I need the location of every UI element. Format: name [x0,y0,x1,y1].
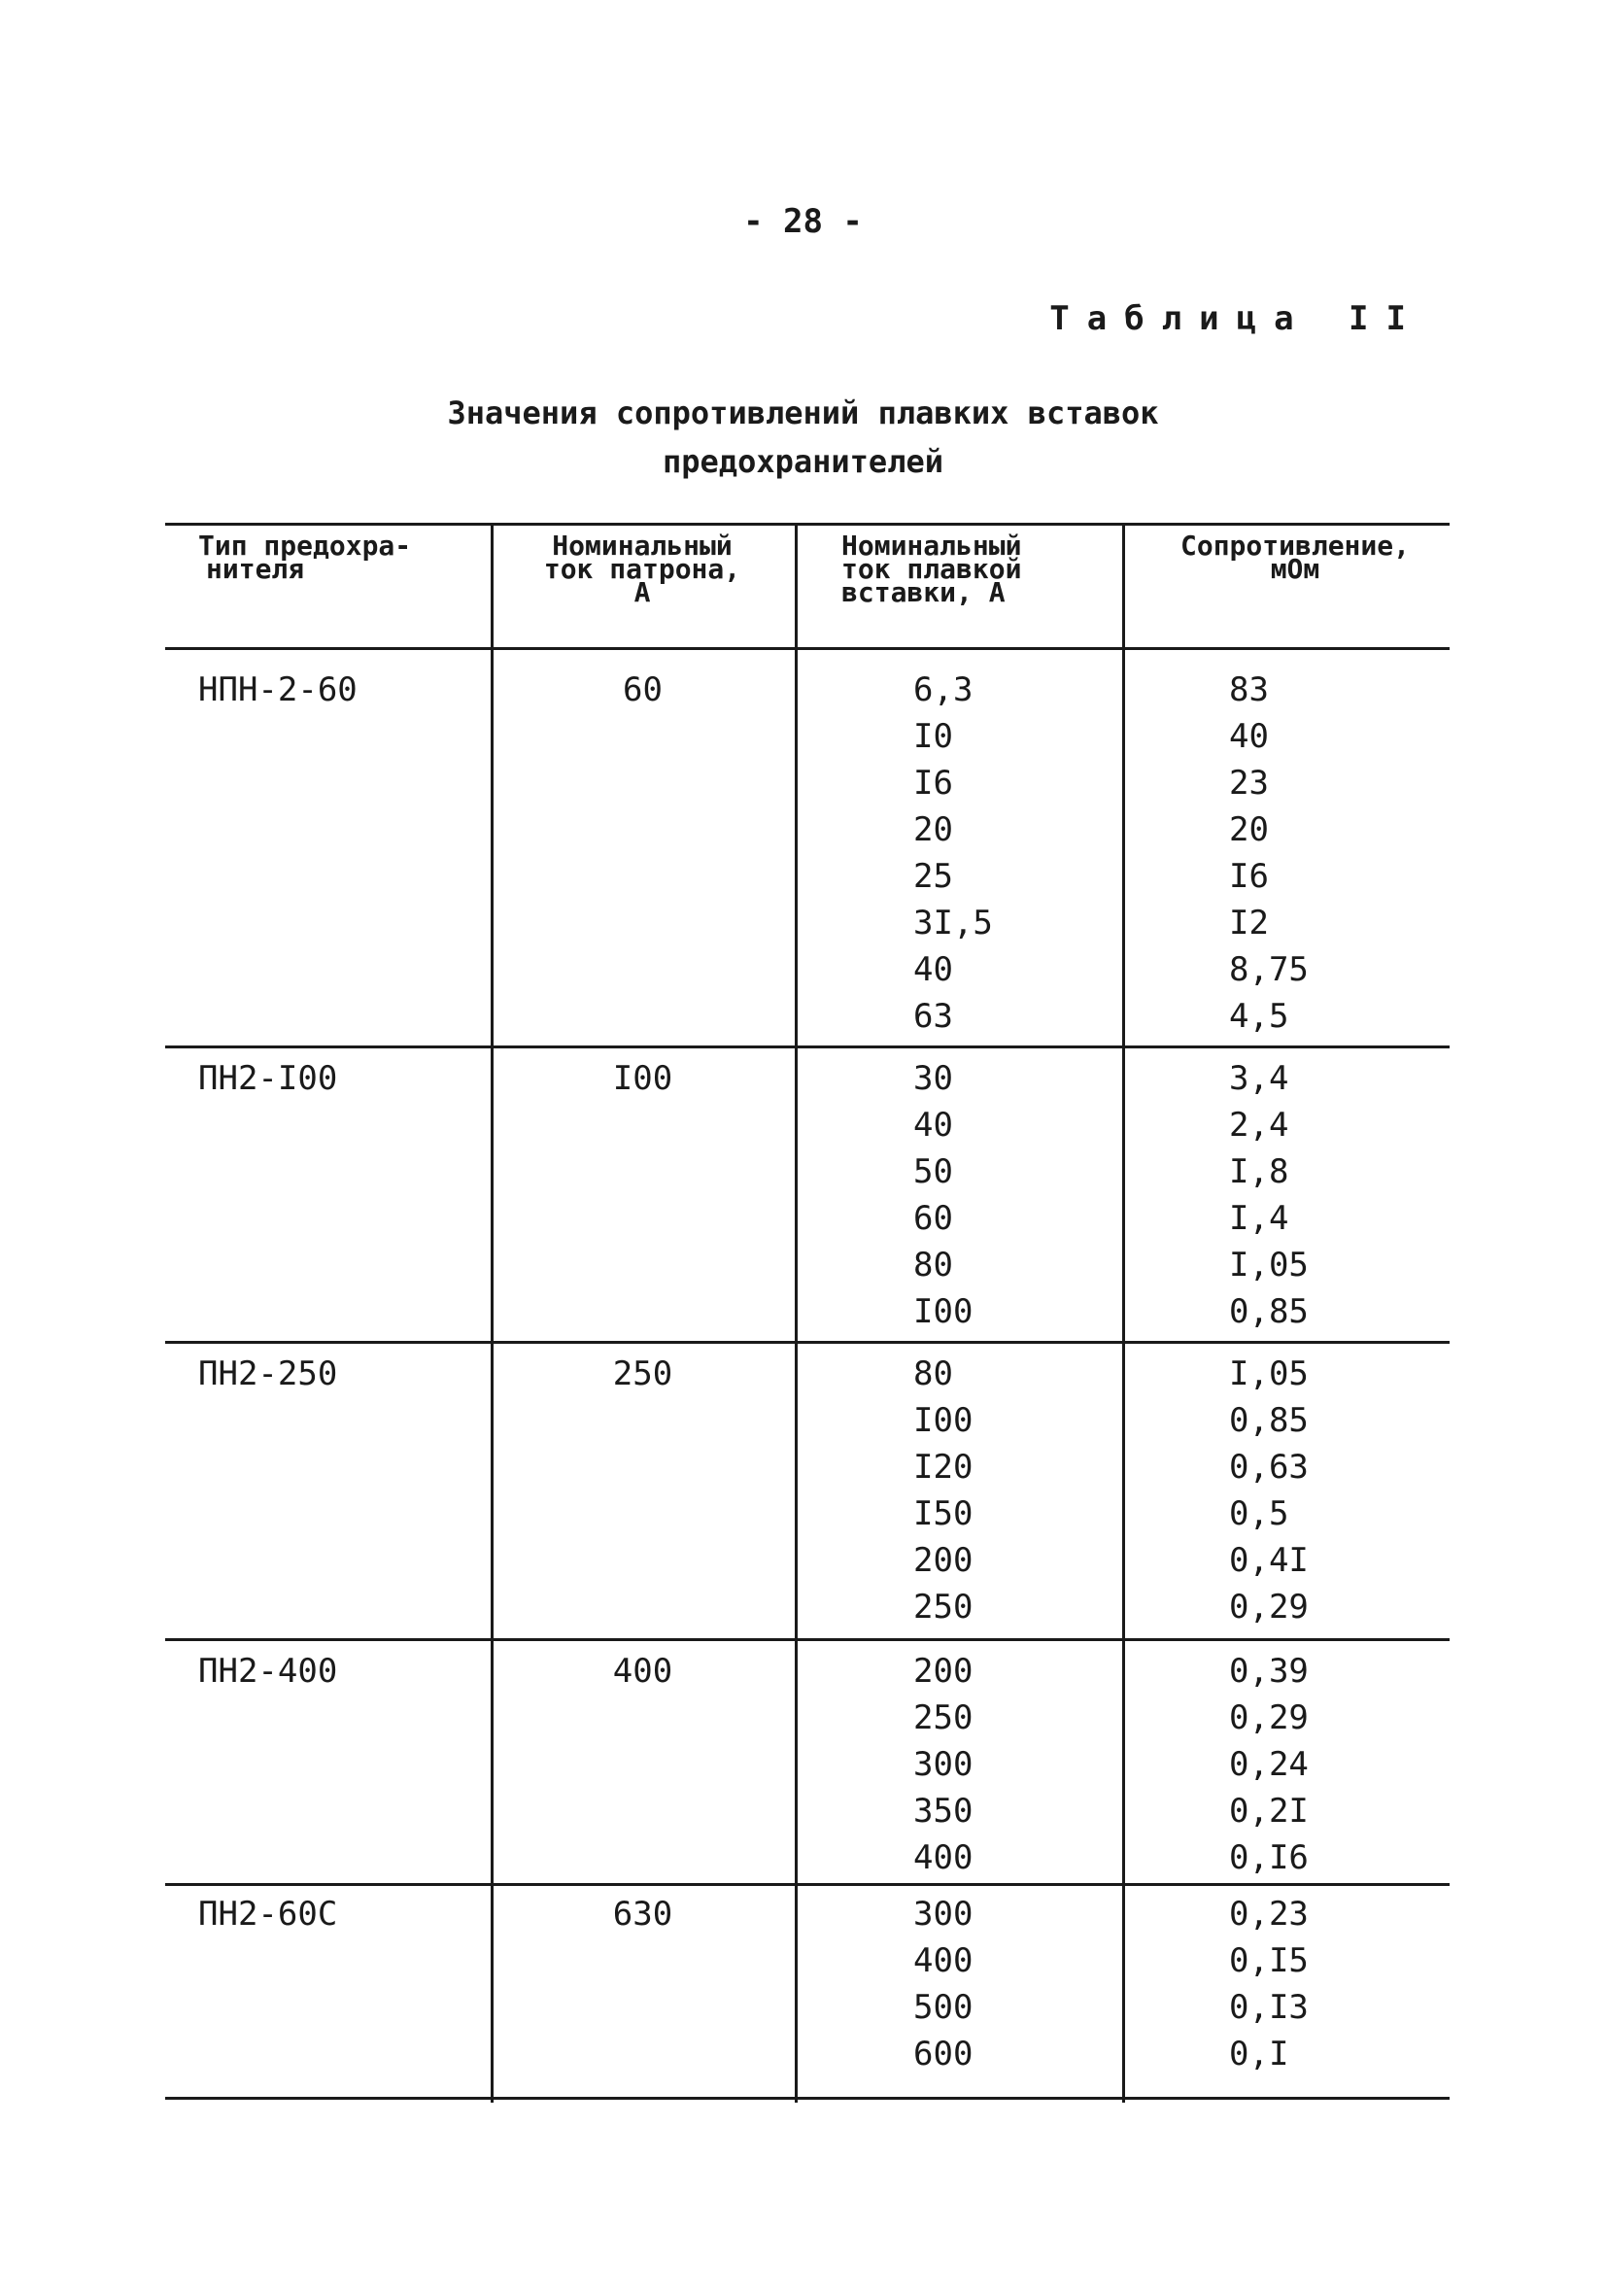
fuse-type: ПН2-I00 [198,1059,338,1098]
cartridge-current: I00 [612,1059,673,1098]
fuse-type: ПН2-400 [198,1652,338,1691]
header-insert-current: Номинальный ток плавкой вставки, А [841,530,1022,608]
resistances: 0,23 0,I5 0,I3 0,I [1229,1895,1309,2073]
resistances: 0,39 0,29 0,24 0,2I 0,I6 [1229,1652,1309,1877]
resistances: 83 40 23 20 I6 I2 8,75 4,5 [1229,670,1309,1036]
insert-currents: 80 I00 I20 I50 200 250 [913,1354,974,1627]
header-resistance: Сопротивление, мОм [1179,530,1410,585]
header-fuse-type: Тип предохра- нителя [198,530,412,585]
insert-currents: 200 250 300 350 400 [913,1652,974,1877]
insert-currents: 6,3 I0 I6 20 25 3I,5 40 63 [913,670,993,1036]
caption-line: предохранителей [663,443,943,480]
table-caption [0,389,1606,486]
group-divider [165,1638,1450,1641]
fuse-type: ПН2-60С [198,1895,338,1934]
table-top-rule [165,523,1450,526]
header-cartridge-current: Номинальный ток патрона, А [543,530,741,608]
resistances: 3,4 2,4 I,8 I,4 I,05 0,85 [1229,1059,1309,1331]
insert-currents: 300 400 500 600 [913,1895,974,2073]
group-divider [165,1341,1450,1344]
fuse-type: ПН2-250 [198,1354,338,1393]
table-label: Таблица II [1049,299,1423,338]
column-divider [1122,523,1125,2103]
cartridge-current: 250 [612,1354,673,1393]
table-bottom-rule [165,2097,1450,2100]
group-divider [165,1045,1450,1048]
header-bottom-rule [165,647,1450,650]
resistances: I,05 0,85 0,63 0,5 0,4I 0,29 [1229,1354,1309,1627]
page-number: - 28 - [743,202,863,241]
group-divider [165,1883,1450,1886]
cartridge-current: 400 [612,1652,673,1691]
column-divider [795,523,798,2103]
cartridge-current: 630 [612,1895,673,1934]
cartridge-current: 60 [623,670,663,709]
insert-currents: 30 40 50 60 80 I00 [913,1059,974,1331]
column-divider [491,523,494,2103]
fuse-type: НПН-2-60 [198,670,358,709]
caption-line: Значения сопротивлений плавких вставок [447,394,1159,431]
